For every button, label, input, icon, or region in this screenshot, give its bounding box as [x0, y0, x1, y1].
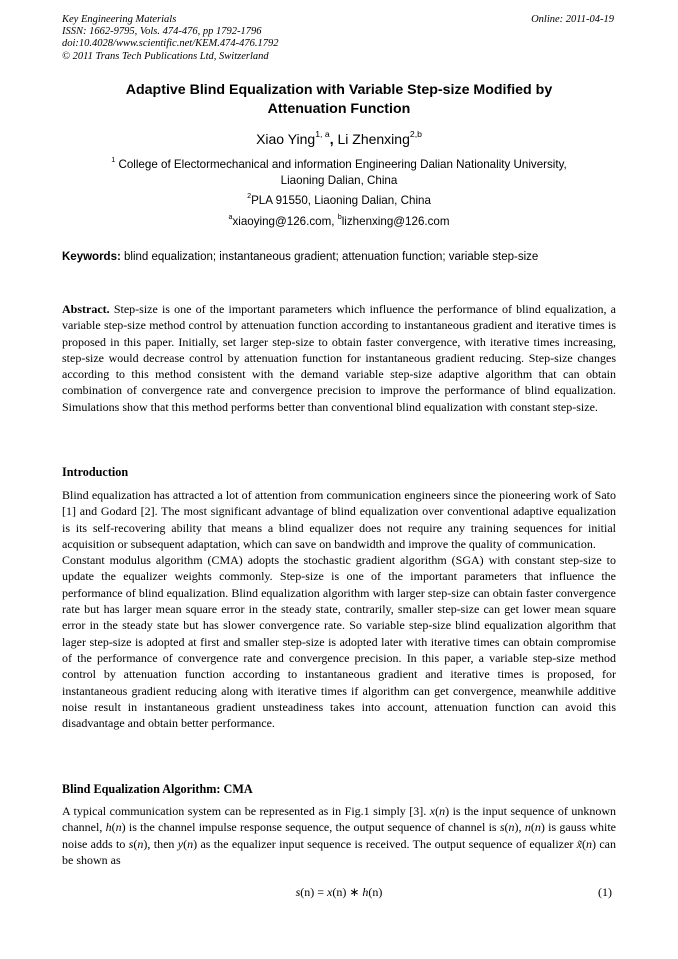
cma-paragraph: A typical communication system can be represented as in Fig.1 simply [3]. x(n) is the input sequence of unknown channel, h(n) is the channel impulse response sequence, the output sequence of channel is s(n), n(n) is gauss white noise adds to s(n), then y(n) as the equalizer input sequence is received. The output sequence of equalizer x̃(n) can be shown as: [62, 804, 617, 867]
cma-section-heading: Blind Equalization Algorithm: CMA: [62, 782, 253, 796]
email-b[interactable]: lizhenxing@126.com: [341, 215, 450, 228]
journal-name: Key Engineering Materials: [62, 14, 177, 25]
affiliation-2-mark: 2: [247, 191, 252, 201]
introduction-heading: Introduction: [62, 465, 129, 479]
affiliation-1-mark: 1: [111, 155, 116, 165]
introduction-body: [62, 487, 616, 731]
email-b-mark: b: [337, 212, 342, 222]
author-emails: [62, 214, 616, 230]
abstract-text: Step-size is one of the important parameters which influence the performance of blind equalization, a variable step-size method control by attenuation function according to instantaneous gradient and iterative times is proposed in this paper. Initially, set larger step-size to obtain faster convergence, with iterative times increasing, step-size would decrease control by attenuation function for instantaneous gradient reducing. Step-size changes according to this method consistent with the demand variable step-size adaptive algorithm that can obtain combination of convergence rate and convergence precision to improve the performance of blind equalization. Simulations show that this method performs better than conventional blind equalization with constant step-size.: [62, 302, 617, 414]
keywords-text: blind equalization; instantaneous gradient; attenuation function; variable step-size: [124, 251, 539, 263]
email-a[interactable]: xiaoying@126.com: [232, 215, 332, 228]
equation-1: [62, 883, 616, 901]
online-date: Online: 2011-04-19: [531, 14, 614, 25]
affiliation-1: [62, 157, 616, 189]
journal-issn: ISSN: 1662-9795, Vols. 474-476, pp 1792-1796: [62, 26, 262, 38]
keywords-label: Keywords:: [62, 251, 121, 263]
author-separator: ,: [329, 131, 334, 147]
abstract: [62, 301, 616, 415]
title-line-2: Attenuation Function: [267, 101, 411, 117]
author-1-affiliation-mark: 1, a: [315, 129, 330, 140]
email-a-mark: a: [228, 212, 233, 222]
abstract-label: Abstract.: [62, 302, 110, 316]
author-1-name: Xiao Ying: [256, 131, 316, 147]
cma-section-body: [62, 803, 616, 868]
affiliation-1-line-2: Liaoning Dalian, China: [280, 174, 398, 187]
equation-1-number: (1): [598, 885, 612, 899]
affiliation-1-line-1: College of Electormechanical and information Engineering Dalian Nationality University,: [118, 158, 567, 171]
author-2-affiliation-mark: 2,b: [409, 129, 422, 140]
affiliation-2: [62, 193, 616, 209]
paper-title: [62, 81, 616, 119]
journal-copyright: © 2011 Trans Tech Publications Ltd, Switzerland: [62, 50, 269, 62]
introduction-paragraph-1: Blind equalization has attracted a lot of attention from communication engineers since the pioneering work of Sato [1] and Godard [2]. The most significant advantage of blind equalization over conventional adaptive equalization is its self-recovering ability that means a blind equalizer does not require any training sequences for initial acquisition or subsequent adaptation, which can save on bandwidth and improve the quality of communication.: [62, 488, 616, 551]
equation-1-expression: s(n) = x(n) ∗ h(n): [295, 885, 383, 899]
introduction-paragraph-2: Constant modulus algorithm (CMA) adopts the stochastic gradient algorithm (SGA) with constant step-size to update the equalizer weights commonly. Step-size is one of the important parameters that influence the performance of blind equalization. Blind equalization algorithm with larger step-size can obtain faster convergence rate but has larger mean square error in the steady state, contrarily, smaller step-size can get lower mean square error in the steady state but has slower convergence rate. So variable step-size blind equalization algorithm that lager step-size is adopted at first and smaller step-size is adopted later with iterative times can obtain compromise of the performance of convergence rate and convergence precision. In this paper, a variable step-size method control by attenuation function according to instantaneous gradient and iterative times is proposed, for instantaneous gradient reducing along with iterative times if algorithm can get convergence, meanwhile additive noise result in instantaneous gradient unsteadiness takes into account, attenuation function can avoid this disadvantage and obtain better performance.: [62, 553, 616, 731]
title-line-1: Adaptive Blind Equalization with Variable Step-size Modified by: [125, 82, 553, 98]
author-2-name: Li Zhenxing: [337, 131, 410, 147]
keywords: [62, 250, 618, 265]
affiliation-2-text: PLA 91550, Liaoning Dalian, China: [251, 194, 431, 207]
author-list: [62, 130, 616, 148]
email-separator: ,: [331, 215, 335, 228]
journal-header: [62, 14, 279, 63]
journal-doi[interactable]: doi:10.4028/www.scientific.net/KEM.474-476.1792: [62, 38, 279, 50]
